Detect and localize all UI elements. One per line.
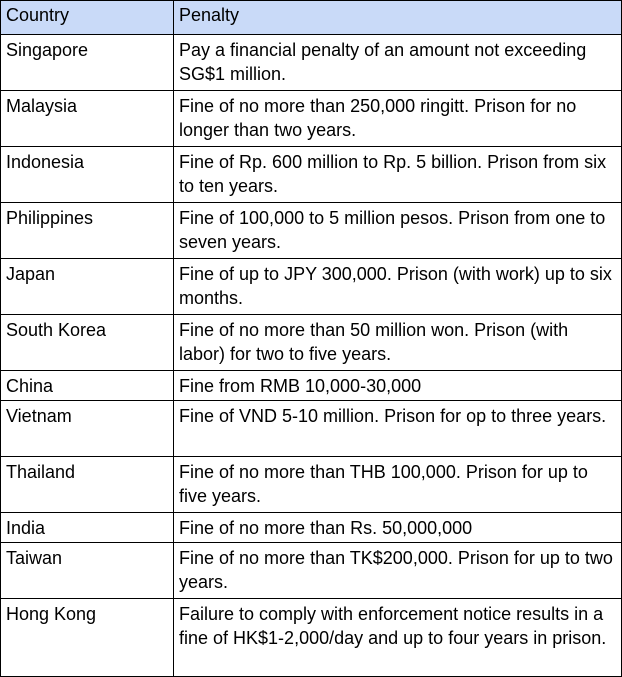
column-header-country: Country — [1, 1, 174, 35]
country-cell: Vietnam — [1, 401, 174, 457]
country-cell: Malaysia — [1, 91, 174, 147]
penalty-cell: Pay a financial penalty of an amount not exceeding SG$1 million. — [174, 35, 622, 91]
country-cell: Philippines — [1, 203, 174, 259]
table-row — [1, 401, 622, 457]
table-row — [1, 457, 622, 513]
table-row — [1, 543, 622, 599]
table-row — [1, 35, 622, 91]
country-cell: Taiwan — [1, 543, 174, 599]
penalty-cell: Fine of up to JPY 300,000. Prison (with work) up to six months. — [174, 259, 622, 315]
country-cell: China — [1, 371, 174, 401]
table-row — [1, 91, 622, 147]
penalty-cell: Fine of VND 5-10 million. Prison for op to three years. — [174, 401, 622, 457]
penalty-cell: Fine of no more than THB 100,000. Prison for up to five years. — [174, 457, 622, 513]
penalty-cell: Fine of no more than TK$200,000. Prison for up to two years. — [174, 543, 622, 599]
country-cell: Japan — [1, 259, 174, 315]
penalty-cell: Fine of no more than 250,000 ringitt. Prison for no longer than two years. — [174, 91, 622, 147]
table-row — [1, 599, 622, 677]
penalty-cell: Failure to comply with enforcement notice results in a fine of HK$1-2,000/day and up to four years in prison. — [174, 599, 622, 677]
country-cell: Hong Kong — [1, 599, 174, 677]
country-cell: South Korea — [1, 315, 174, 371]
country-cell: India — [1, 513, 174, 543]
table-row — [1, 203, 622, 259]
column-header-penalty: Penalty — [174, 1, 622, 35]
penalty-cell: Fine of Rp. 600 million to Rp. 5 billion. Prison from six to ten years. — [174, 147, 622, 203]
penalty-cell: Fine of 100,000 to 5 million pesos. Prison from one to seven years. — [174, 203, 622, 259]
table-row — [1, 513, 622, 543]
penalty-cell: Fine of no more than 50 million won. Prison (with labor) for two to five years. — [174, 315, 622, 371]
country-cell: Thailand — [1, 457, 174, 513]
table-row — [1, 371, 622, 401]
penalty-cell: Fine of no more than Rs. 50,000,000 — [174, 513, 622, 543]
country-cell: Singapore — [1, 35, 174, 91]
country-cell: Indonesia — [1, 147, 174, 203]
table-header-row — [1, 1, 622, 35]
penalty-cell: Fine from RMB 10,000-30,000 — [174, 371, 622, 401]
table-row — [1, 147, 622, 203]
table-row — [1, 259, 622, 315]
table-row — [1, 315, 622, 371]
